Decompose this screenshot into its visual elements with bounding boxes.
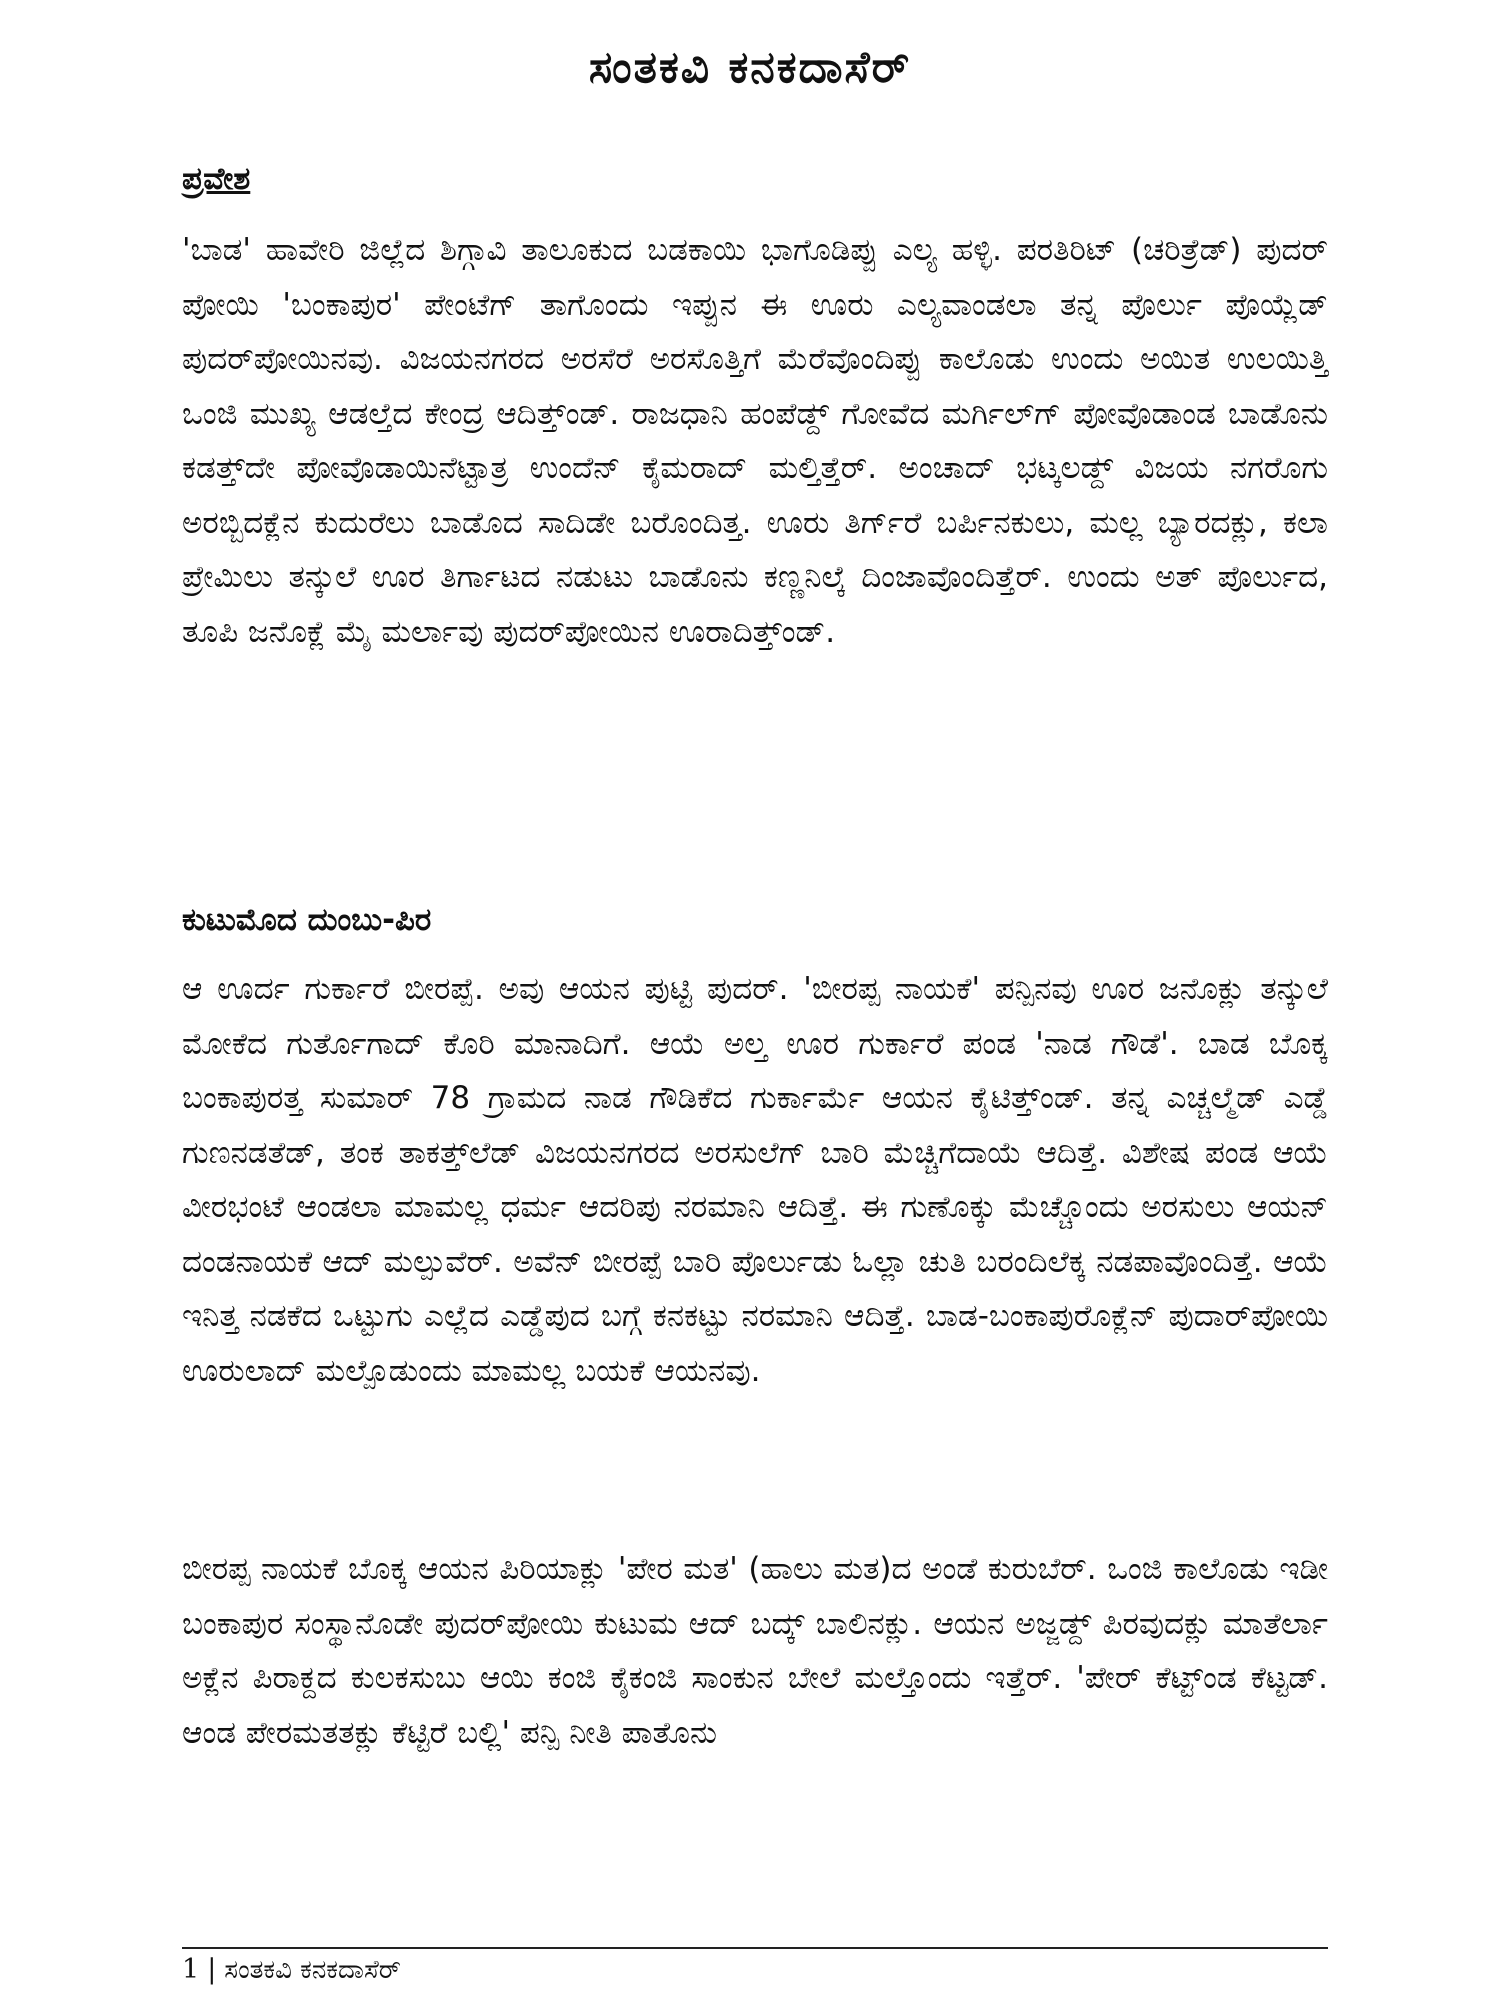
- paragraph-introduction: 'ಬಾಡ' ಹಾವೇರಿ ಜಿಲ್ಲೆದ ಶಿಗ್ಗಾವಿ ತಾಲೂಕುದ ಬಡಕಾಯಿ ಭಾಗೊಡಿಪ್ಪು ಎಲ್ಯ ಹಳ್ಳಿ. ಪರತಿರಿಟ್ (ಚರಿತ್ರೆಡ್) ಪುದರ್ ಪೋಯಿ 'ಬಂಕಾಪುರ' ಪೇಂಟೆಗ್ ತಾಗೊಂದು ಇಪ್ಪುನ ಈ ಊರು ಎಲ್ಯವಾಂಡಲಾ ತನ್ನ ಪೊರ್ಲು ಪೊಯ್ಲೆಡ್ ಪುದರ್‌ಪೋಯಿನವು. ವಿಜಯನಗರದ ಅರಸೆರೆ ಅರಸೊತ್ತಿಗೆ ಮೆರೆವೊಂದಿಪ್ಪು ಕಾಲೊಡು ಉಂದು ಅಯಿತ ಉಲಯಿತ್ತಿ ಒಂಜಿ ಮುಖ್ಯ ಆಡಲ್ತೆದ ಕೇಂದ್ರ ಆದಿತ್ತ್‌ಂಡ್. ರಾಜಧಾನಿ ಹಂಪೆಡ್ದ್ ಗೋವೆದ ಮರ್ಗಿಲ್‌ಗ್ ಪೋವೊಡಾಂಡ ಬಾಡೊನು ಕಡತ್ತ್‌ದೇ ಪೋವೊಡಾಯಿನೆಟ್ಟಾತ್ರ ಉಂದೆನ್ ಕೈಮರಾದ್ ಮಲ್ತಿತ್ತೆರ್. ಅಂಚಾದ್ ಭಟ್ಕಲಡ್ದ್ ವಿಜಯ ನಗರೊಗು ಅರಬ್ಬಿದಕ್ಲೆನ ಕುದುರೆಲು ಬಾಡೊದ ಸಾದಿಡೇ ಬರೊಂದಿತ್ತ. ಊರು ತಿರ್ಗ್‌ರೆ ಬರ್ಪಿನಕುಲು, ಮಲ್ಲ ಬ್ಯಾರದಕ್ಲು, ಕಲಾ ಪ್ರೇಮಿಲು ತನ್ಕುಲೆ ಊರ ತಿರ್ಗಾಟದ ನಡುಟು ಬಾಡೊನು ಕಣ್ಣನಿಲ್ಕೆ ದಿಂಜಾವೊಂದಿತ್ತೆರ್. ಉಂದು ಅತ್ ಪೊರ್ಲುದ, ತೂಪಿ ಜನೊಕ್ಲೆ ಮೈ ಮರ್ಲಾವು ಪುದರ್‌ಪೋಯಿನ ಊರಾದಿತ್ತ್‌ಂಡ್.: [182, 232, 1328, 650]
- paragraph-family-1: ಆ ಊರ್ದ ಗುರ್ಕಾರೆ ಬೀರಪ್ಪೆ. ಅವು ಆಯನ ಪುಟ್ಟಿ ಪುದರ್. 'ಬೀರಪ್ಪ ನಾಯಕೆ' ಪನ್ಪಿನವು ಊರ ಜನೊಕ್ಲು ತನ್ಕುಲೆ ಮೋಕೆದ ಗುರ್ತೊಗಾದ್ ಕೊರಿ ಮಾನಾದಿಗೆ. ಆಯೆ ಅಲ್ತ ಊರ ಗುರ್ಕಾರೆ ಪಂಡ 'ನಾಡ ಗೌಡೆ'. ಬಾಡ ಬೊಕ್ಕ ಬಂಕಾಪುರತ್ತ ಸುಮಾರ್ 78 ಗ್ರಾಮದ ನಾಡ ಗೌಡಿಕೆದ ಗುರ್ಕಾರ್ಮೆ ಆಯನ ಕೈಟಿತ್ತ್‌ಂಡ್. ತನ್ನ ಎಚ್ಚಲ್ಮೆಡ್ ಎಡ್ಡೆ ಗುಣನಡತೆಡ್, ತಂಕ ತಾಕತ್ತ್‌ಲೆಡ್ ವಿಜಯನಗರದ ಅರಸುಲೆಗ್ ಬಾರಿ ಮೆಚ್ಚಿಗೆದಾಯೆ ಆದಿತ್ತೆ. ವಿಶೇಷ ಪಂಡ ಆಯೆ ವೀರಭಂಟೆ ಆಂಡಲಾ ಮಾಮಲ್ಲ ಧರ್ಮ ಆದರಿಪು ನರಮಾನಿ ಆದಿತ್ತೆ. ಈ ಗುಣೊಕ್ಕು ಮೆಚ್ಚೊಂದು ಅರಸುಲು ಆಯನ್ ದಂಡನಾಯಕೆ ಆದ್ ಮಲ್ಪುವೆರ್. ಅವೆನ್ ಬೀರಪ್ಪೆ ಬಾರಿ ಪೊರ್ಲುಡು ಓಲ್ಲಾ ಚುತಿ ಬರಂದಿಲೆಕ್ಕ ನಡಪಾವೊಂದಿತ್ತೆ. ಆಯೆ ಇನಿತ್ತ ನಡಕೆದ ಒಟ್ಟುಗು ಎಲ್ಲೆದ ಎಡ್ಡೆಪುದ ಬಗ್ಗೆ ಕನಕಟ್ಟು ನರಮಾನಿ ಆದಿತ್ತೆ. ಬಾಡ-ಬಂಕಾಪುರೊಕ್ಲೆನ್ ಪುದಾರ್‌ಪೋಯಿ ಊರುಲಾದ್ ಮಲ್ಪೊಡುಂದು ಮಾಮಲ್ಲ ಬಯಕೆ ಆಯನವು.: [182, 971, 1328, 1389]
- paragraph-family-2: ಬೀರಪ್ಪ ನಾಯಕೆ ಬೊಕ್ಕ ಆಯನ ಪಿರಿಯಾಕ್ಲು 'ಪೇರ ಮತ' (ಹಾಲು ಮತ)ದ ಅಂಡೆ ಕುರುಬೆರ್. ಒಂಜಿ ಕಾಲೊಡು ಇಡೀ ಬಂಕಾಪುರ ಸಂಸ್ಥಾನೊಡೇ ಪುದರ್‌ಪೋಯಿ ಕುಟುಮ ಆದ್ ಬದ್ಕ್ ಬಾಲಿನಕ್ಲು. ಆಯನ ಅಜ್ಜಡ್ದ್ ಪಿರವುದಕ್ಲು ಮಾತೆರ್ಲಾ ಅಕ್ಲೆನ ಪಿರಾಕ್ದದ ಕುಲಕಸುಬು ಆಯಿ ಕಂಜಿ ಕೈಕಂಜಿ ಸಾಂಕುನ ಬೇಲೆ ಮಲ್ತೊಂದು ಇತ್ತೆರ್. 'ಪೇರ್ ಕೆಟ್ಟ್‌ಂಡ ಕೆಟ್ಟಡ್. ಆಂಡ ಪೇರಮತತಕ್ಲು ಕೆಟ್ಟಿರೆ ಬಲ್ಲಿ' ಪನ್ಪಿ ನೀತಿ ಪಾತೊನು: [182, 1551, 1328, 1751]
- page-footer: [182, 1950, 401, 1990]
- section-heading-introduction: ಪ್ರವೇಶ: [182, 161, 251, 197]
- page-number: 1: [182, 1954, 200, 1985]
- footer-separator: |: [207, 1954, 217, 1985]
- section-heading-family: ಕುಟುಮೊದ ದುಂಬು-ಪಿರ: [182, 902, 432, 938]
- footer-divider: [182, 1947, 1328, 1949]
- page-title: ಸಂತಕವಿ ಕನಕದಾಸೆರ್: [588, 42, 912, 93]
- footer-title: ಸಂತಕವಿ ಕನಕದಾಸೆರ್: [224, 1955, 401, 1985]
